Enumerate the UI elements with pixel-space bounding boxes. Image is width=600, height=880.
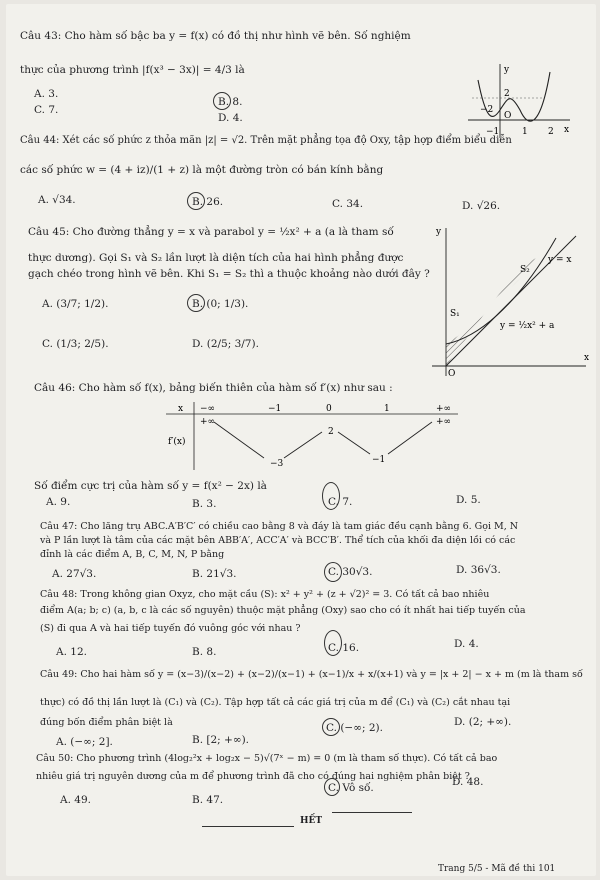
q43-option-b: B. 8. bbox=[218, 96, 243, 108]
q43-line-1: Câu 43: Cho hàm số bậc ba y = f(x) có đồ thị như hình vẽ bên. Số nghiệm bbox=[20, 30, 411, 42]
answer-circle bbox=[324, 630, 342, 656]
q45-option-b: B. (0; 1/3). bbox=[192, 298, 249, 310]
q43-option-a: A. 3. bbox=[34, 88, 59, 100]
q44-option-d: D. √26. bbox=[462, 200, 501, 212]
q49-option-b: B. [2; +∞). bbox=[192, 734, 250, 746]
q50-option-a: A. 49. bbox=[60, 794, 91, 806]
q46-option-c: C. 7. bbox=[328, 496, 353, 508]
q47-line-2: và P lần lượt là tâm của các mặt bên ABB′A′, ACC′A′ và BCC′B′. Thể tích của khối đa diện lồi có các bbox=[40, 535, 516, 546]
q49-option-a: A. (−∞; 2]. bbox=[56, 736, 113, 748]
q48-line-3: (S) đi qua A và hai tiếp tuyến đó vuông góc với nhau ? bbox=[40, 623, 301, 634]
q44-option-c: C. 34. bbox=[332, 198, 364, 210]
q46-fprime-label: f′(x) bbox=[168, 437, 186, 447]
q48-option-d: D. 4. bbox=[454, 638, 479, 650]
answer-circle bbox=[187, 294, 205, 312]
q44-option-b: B. 26. bbox=[192, 196, 224, 208]
q46-x-value: +∞ bbox=[436, 404, 452, 414]
q49-line-1: Câu 49: Cho hai hàm số y = (x−3)/(x−2) + (x−2)/(x−1) + (x−1)/x + x/(x+1) và y = |x + 2| − x + m (m là tham số bbox=[40, 669, 583, 680]
q47-option-a: A. 27√3. bbox=[52, 568, 97, 580]
answer-circle bbox=[324, 778, 340, 796]
q43-tick: O bbox=[504, 111, 512, 121]
q47-line-1: Câu 47: Cho lăng trụ ABC.A′B′C′ có chiều cao bằng 8 và đáy là tam giác đều cạnh bằng 6. Gọi M, N bbox=[40, 521, 519, 532]
answer-circle bbox=[213, 92, 231, 110]
q45-area-graph bbox=[426, 220, 594, 378]
answer-circle bbox=[322, 718, 340, 736]
q45-line-label: y = x bbox=[548, 255, 572, 265]
q45-x-label: x bbox=[584, 353, 590, 363]
end-rule-right bbox=[332, 812, 412, 813]
answer-circle bbox=[324, 562, 342, 582]
q45-line-3: gạch chéo trong hình vẽ bên. Khi S₁ = S₂ thì a thuộc khoảng nào dưới đây ? bbox=[28, 268, 430, 280]
q45-y-label: y bbox=[436, 227, 442, 237]
exam-page bbox=[6, 4, 596, 876]
q47-option-c: C. 30√3. bbox=[328, 566, 373, 578]
q48-line-2: điểm A(a; b; c) (a, b, c là các số nguyên) thuộc mặt phẳng (Oxy) sao cho có ít nhất hai tiếp tuyến của bbox=[40, 605, 526, 616]
q50-option-c: C. Vô số. bbox=[328, 782, 374, 794]
q43-tick: −1 bbox=[486, 127, 500, 137]
q45-option-a: A. (3/7; 1/2). bbox=[42, 298, 109, 310]
q43-tick: −2 bbox=[480, 105, 494, 115]
q46-option-d: D. 5. bbox=[456, 494, 481, 506]
q45-option-d: D. (2/5; 3/7). bbox=[192, 338, 259, 350]
q43-x-label: x bbox=[564, 125, 570, 135]
q45-origin-label: O bbox=[448, 369, 456, 378]
q48-option-c: C. 16. bbox=[328, 642, 360, 654]
q47-option-d: D. 36√3. bbox=[456, 564, 501, 576]
q46-x-value: 0 bbox=[326, 404, 332, 414]
q44-line-1: Câu 44: Xét các số phức z thỏa mãn |z| = √2. Trên mặt phẳng tọa độ Oxy, tập hợp điểm biểu diễn bbox=[20, 135, 512, 146]
q48-option-a: A. 12. bbox=[56, 646, 87, 658]
q45-parabola-label: y = ½x² + a bbox=[500, 321, 555, 331]
q46-variation-table bbox=[166, 400, 466, 472]
q46-x-value: 1 bbox=[384, 404, 390, 414]
q45-line-1: Câu 45: Cho đường thẳng y = x và parabol y = ½x² + a (a là tham số bbox=[28, 226, 394, 238]
q44-option-a: A. √34. bbox=[38, 194, 76, 206]
q46-question: Số điểm cực trị của hàm số y = f(x² − 2x) là bbox=[34, 480, 267, 492]
q47-option-b: B. 21√3. bbox=[192, 568, 237, 580]
q49-option-d: D. (2; +∞). bbox=[454, 716, 512, 728]
q45-line-2: thực dương). Gọi S₁ và S₂ lần lượt là diện tích của hai hình phẳng được bbox=[28, 252, 404, 264]
q50-option-d: D. 48. bbox=[452, 776, 484, 788]
q46-x-value: −∞ bbox=[200, 404, 216, 414]
end-rule-left bbox=[202, 826, 294, 827]
q46-x-header: x bbox=[178, 404, 184, 414]
q46-table-value: −3 bbox=[270, 459, 284, 469]
q43-tick: 2 bbox=[548, 127, 554, 137]
q46-table-value: −1 bbox=[372, 455, 386, 465]
q43-line-2: thực của phương trình |f(x³ − 3x)| = 4/3 là bbox=[20, 64, 245, 76]
q46-table-value: +∞ bbox=[200, 417, 216, 427]
q50-line-1: Câu 50: Cho phương trình (4log₂²x + log₂x − 5)√(7ˣ − m) = 0 (m là tham số thực). Có tất cả bao bbox=[36, 753, 498, 764]
q50-line-2: nhiêu giá trị nguyên dương của m để phương trình đã cho có đúng hai nghiệm phân biệt ? bbox=[36, 771, 470, 782]
q43-option-c: C. 7. bbox=[34, 104, 59, 116]
q43-option-d: D. 4. bbox=[218, 112, 243, 124]
q45-s1-label: S₁ bbox=[450, 309, 460, 319]
q45-s2-label: S₂ bbox=[520, 265, 530, 275]
q46-table-value: +∞ bbox=[436, 417, 452, 427]
q46-x-value: −1 bbox=[268, 404, 282, 414]
q46-option-b: B. 3. bbox=[192, 498, 217, 510]
q49-line-2: thực) có đồ thị lần lượt là (C₁) và (C₂). Tập hợp tất cả các giá trị của m để (C₁) và (C₂) cắt nhau tại bbox=[40, 697, 511, 708]
page-footer: Trang 5/5 - Mã đề thi 101 bbox=[438, 864, 556, 874]
q50-option-b: B. 47. bbox=[192, 794, 224, 806]
answer-circle bbox=[187, 192, 205, 210]
end-mark: HẾT bbox=[300, 816, 323, 826]
q44-line-2: các số phức w = (4 + iz)/(1 + z) là một đường tròn có bán kính bằng bbox=[20, 164, 384, 176]
q48-line-1: Câu 48: Trong không gian Oxyz, cho mặt cầu (S): x² + y² + (z + √2)² = 3. Có tất cả bao nhiêu bbox=[40, 589, 490, 600]
q43-cubic-graph bbox=[464, 62, 576, 142]
q43-tick: 2 bbox=[504, 89, 510, 99]
q46-option-a: A. 9. bbox=[46, 496, 71, 508]
answer-circle bbox=[322, 482, 340, 510]
q47-line-3: đỉnh là các điểm A, B, C, M, N, P bằng bbox=[40, 549, 225, 560]
q45-option-c: C. (1/3; 2/5). bbox=[42, 338, 109, 350]
q49-option-c: C. (−∞; 2). bbox=[326, 722, 383, 734]
q49-line-3: đúng bốn điểm phân biệt là bbox=[40, 717, 173, 728]
q43-y-label: y bbox=[504, 65, 510, 75]
q48-option-b: B. 8. bbox=[192, 646, 217, 658]
q46-line-1: Câu 46: Cho hàm số f(x), bảng biến thiên của hàm số f′(x) như sau : bbox=[34, 382, 393, 394]
q46-table-value: 2 bbox=[328, 427, 334, 437]
q43-tick: 1 bbox=[522, 127, 528, 137]
